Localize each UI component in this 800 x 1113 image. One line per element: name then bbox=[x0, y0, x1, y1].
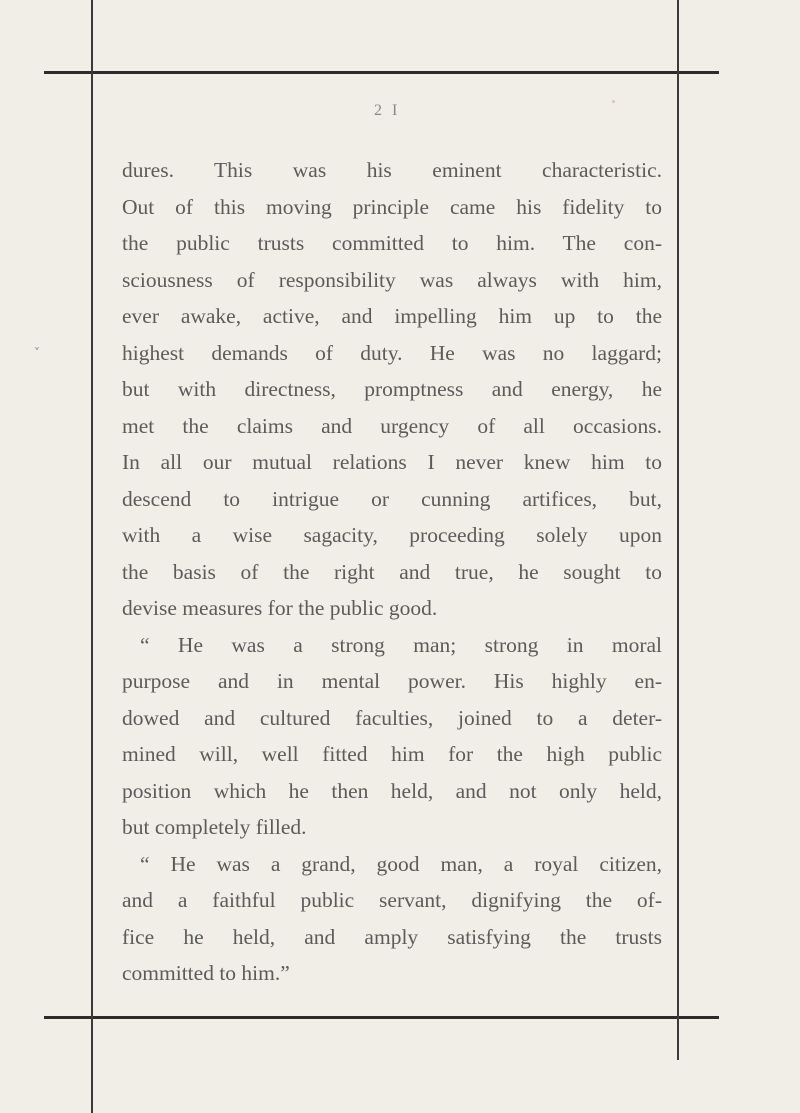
text-line: but completely filled. bbox=[122, 815, 307, 839]
text-line: the basis of the right and true, he sought to bbox=[122, 559, 662, 584]
margin-mark: ˅ bbox=[34, 346, 40, 360]
text-line: dures. This was his eminent characteristic. bbox=[122, 158, 662, 182]
text-line: highest demands of duty. He was no laggard; bbox=[122, 340, 662, 365]
body-text bbox=[122, 152, 662, 992]
page-number: 2 I bbox=[374, 102, 401, 119]
text-line: “ He was a grand, good man, a royal citizen, bbox=[140, 851, 662, 876]
text-line: Out of this moving principle came his fidelity to bbox=[122, 194, 662, 219]
text-line: dowed and cultured faculties, joined to a deter- bbox=[122, 705, 662, 730]
text-line: sciousness of responsibility was always with him, bbox=[122, 267, 662, 292]
right-border-line bbox=[677, 0, 679, 1060]
text-line: mined will, well fitted him for the high public bbox=[122, 742, 662, 766]
left-border-line bbox=[91, 0, 93, 1113]
text-line: In all our mutual relations I never knew him to bbox=[122, 450, 662, 474]
text-line: ever awake, active, and impelling him up to the bbox=[122, 304, 662, 328]
bottom-left-rule-extension bbox=[44, 1016, 91, 1019]
bottom-rule bbox=[93, 1016, 677, 1019]
text-line: the public trusts committed to him. The con- bbox=[122, 231, 662, 255]
text-line: met the claims and urgency of all occasions. bbox=[122, 413, 662, 438]
paper-speck bbox=[612, 100, 615, 103]
text-line: descend to intrigue or cunning artifices, but, bbox=[122, 486, 662, 511]
text-line: fice he held, and amply satisfying the trusts bbox=[122, 924, 662, 949]
text-line: committed to him.” bbox=[122, 961, 290, 985]
text-line: position which he then held, and not only held, bbox=[122, 778, 662, 803]
top-rule bbox=[93, 71, 677, 74]
text-line: devise measures for the public good. bbox=[122, 596, 438, 620]
text-line: purpose and in mental power. His highly en- bbox=[122, 669, 662, 693]
bottom-right-rule-extension bbox=[679, 1016, 719, 1019]
text-line: with a wise sagacity, proceeding solely upon bbox=[122, 523, 662, 547]
text-line: but with directness, promptness and energy, he bbox=[122, 377, 662, 401]
top-left-rule-extension bbox=[44, 71, 91, 74]
text-line: and a faithful public servant, dignifying the of- bbox=[122, 888, 662, 912]
text-line: “ He was a strong man; strong in moral bbox=[140, 632, 662, 657]
top-right-rule-extension bbox=[679, 71, 719, 74]
